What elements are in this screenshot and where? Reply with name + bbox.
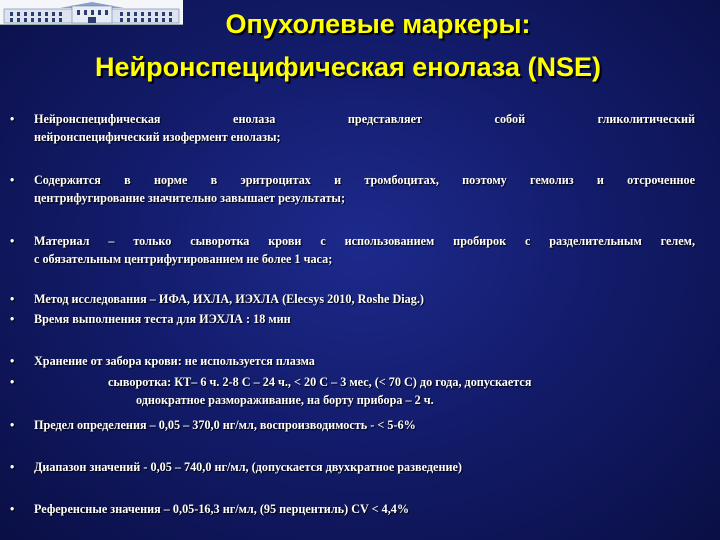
bullet-icon: •	[10, 354, 15, 368]
list-item-text: нейронспецифический изофермент енолазы;	[34, 130, 281, 144]
list-item-text: Референсные значения – 0,05-16,3 нг/мл, (95 перцентиль) CV < 4,4%	[34, 502, 410, 516]
bullet-icon: •	[10, 292, 15, 306]
bullet-icon: •	[10, 460, 15, 474]
list-item-text: с обязательным центрифугированием не более 1 часа;	[34, 252, 333, 266]
bullet-icon: •	[10, 375, 15, 389]
list-item	[10, 373, 695, 409]
list-item-text: Хранение от забора крови: не используется плазма	[34, 354, 315, 368]
list-item-text: Предел определения – 0,05 – 370,0 нг/мл, воспроизводимость - < 5-6%	[34, 418, 416, 432]
list-item-text: Содержится в норме в эритроцитах и тромбоцитах, поэтому гемолиз и отсроченное	[34, 173, 695, 187]
slide-subtitle: Нейронспецифическая енолаза (NSE)	[94, 52, 602, 82]
list-item-text: Материал – только сыворотка крови с использованием пробирок с разделительным гелем,	[34, 234, 695, 248]
bullet-icon: •	[10, 173, 15, 187]
list-item	[10, 110, 695, 146]
bullet-icon: •	[10, 418, 15, 432]
list-item	[10, 458, 695, 476]
list-item-text: Время выполнения теста для ИЭХЛА : 18 мин	[34, 312, 291, 326]
list-item-text: Диапазон значений - 0,05 – 740,0 нг/мл, (допускается двухкратное разведение)	[34, 460, 462, 474]
list-item	[10, 500, 695, 518]
bullet-icon: •	[10, 312, 15, 326]
list-item-text: однократное размораживание, на борту прибора – 2 ч.	[136, 393, 434, 407]
list-item	[10, 352, 695, 370]
bullet-icon: •	[10, 502, 15, 516]
list-item	[10, 416, 695, 434]
bullet-icon: •	[10, 234, 15, 248]
list-item-text: центрифугирование значительно завышает результаты;	[34, 191, 345, 205]
list-item	[10, 310, 695, 328]
slide-title: Опухолевые маркеры:	[225, 9, 531, 39]
bullet-icon: •	[10, 112, 15, 126]
list-item-text: Нейронспецифическая енолаза представляет собой гликолитический	[34, 112, 695, 126]
list-item	[10, 232, 695, 268]
list-item	[10, 171, 695, 207]
list-item-text: сыворотка: КТ– 6 ч. 2-8 С – 24 ч., < 20 С – 3 мес, (< 70 С) до года, допускается	[108, 375, 532, 389]
list-item-text: Метод исследования – ИФА, ИХЛА, ИЭХЛА (Elecsys 2010, Roshe Diag.)	[34, 292, 424, 306]
list-item	[10, 290, 695, 308]
